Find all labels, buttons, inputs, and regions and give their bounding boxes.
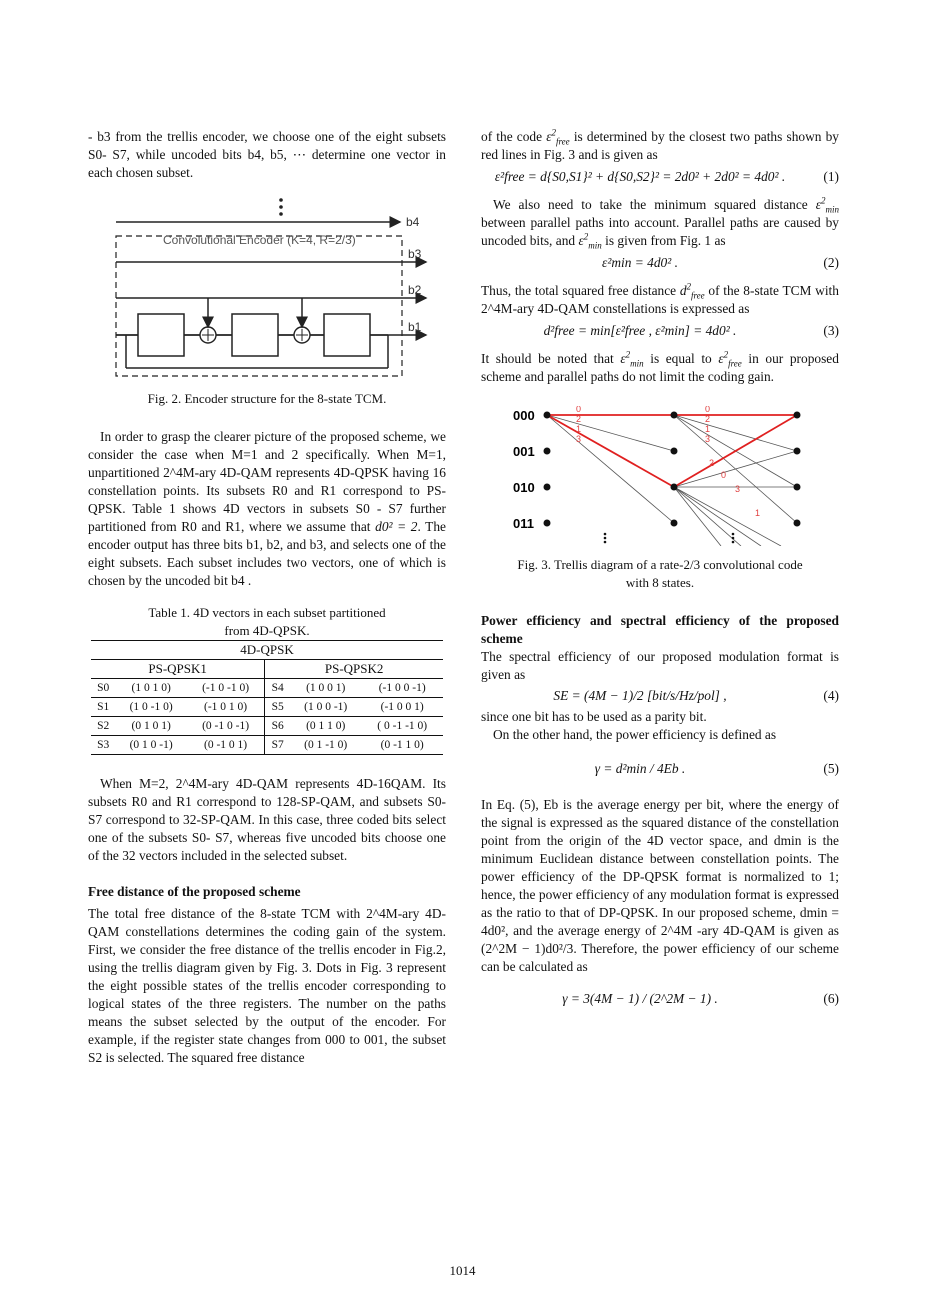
- left-paragraph-3: When M=2, 2^4M-ary 4D-QAM represents 4D-16QAM. Its subsets R0 and R1 correspond to 128-SP-QAM, and subsets S0- S7 correspond to 32-SP-QAM. In this case, three coded bits select one of the subsets S0- S7, whereas five uncoded bits choose one of the 32 vectors included in the selected subset.: [88, 776, 446, 863]
- svg-text:1: 1: [755, 508, 761, 518]
- left-paragraph-4: The total free distance of the 8-state TCM with 2^4M-ary 4D-QAM constellations determines the coding gain of the system. First, we consider the free distance of the trellis encoder in Fig.2, using the trellis diagram given by Fig. 3. Dots in Fig. 3 represent the eight possible states of the trellis encoder corresponding to logical states of the three registers. The number on the paths means the subset selected by the output of the encoder. For example, if the register state changes from 000 to 001, the subset S2 is selected. The squared free distance: [88, 906, 446, 1065]
- table-row: S2 (0 1 0 1) (0 -1 0 -1) S6 (0 1 1 0) ( 0 -1 -1 0): [91, 717, 443, 736]
- svg-text:2: 2: [576, 414, 582, 424]
- table-1-caption: Table 1. 4D vectors in each subset partitioned from 4D-QPSK.: [148, 605, 386, 638]
- encoder-diagram: [108, 196, 448, 386]
- equation-4: SE = (4M − 1)/2 [bit/s/Hz/pol] , (4): [553, 688, 839, 703]
- svg-text:2: 2: [705, 414, 711, 424]
- table-header: 4D-QPSK: [91, 641, 443, 660]
- state-001: 001: [513, 444, 535, 459]
- svg-text:3: 3: [705, 434, 711, 444]
- svg-text:1: 1: [576, 424, 582, 434]
- table-row: S3 (0 1 0 -1) (0 -1 0 1) S7 (0 1 -1 0) (0 -1 1 0): [91, 736, 443, 755]
- label-b3: b3: [408, 247, 422, 261]
- right-paragraph-2: We also need to take the minimum squared distance $\varepsilon^2_{min}$ between parallel paths into account. Parallel paths are caused by uncoded bits, and $\varepsilon^2_{min}$ is given from Fig. 1 as: [481, 195, 839, 251]
- figure-3-caption: Fig. 3. Trellis diagram of a rate-2/3 convolutional code with 8 states.: [517, 557, 803, 590]
- state-000: 000: [513, 408, 535, 423]
- svg-text:0: 0: [576, 406, 582, 414]
- table-1: [91, 640, 443, 755]
- trellis-diagram: [481, 406, 839, 546]
- table-row: S1 (1 0 -1 0) (-1 0 1 0) S5 (1 0 0 -1) (-1 0 0 1): [91, 698, 443, 717]
- label-b2: b2: [408, 283, 422, 297]
- section-heading-free-distance: Free distance of the proposed scheme: [88, 884, 301, 899]
- inline-eq-d0: d0² = 2: [375, 519, 418, 534]
- equation-2: ε²min = 4d0² . (2): [602, 255, 839, 270]
- table-group-2: PS-QPSK2: [265, 660, 443, 679]
- state-011: 011: [513, 516, 534, 531]
- right-column: [481, 128, 839, 1024]
- right-paragraph-6: since one bit has to be used as a parity bit.: [481, 709, 707, 724]
- section-heading-power-efficiency: Power efficiency and spectral efficiency of the proposed scheme: [481, 613, 839, 646]
- right-paragraph-8: In Eq. (5), Eb is the average energy per bit, where the energy of the signal is expressed as the squared distance of the constellation point from the origin of the 4D vector space, and dmin is the minimum Euclidean distance between constellation points. The power efficiency of the DP-QPSK format is normalized to 1; hence, the power efficiency of any modulation format is expressed as the ratio to that of DP-QPSK. In our proposed scheme, dmin = 4d0², and the average energy of 2^4M -ary 4D-QAM is given as (2^2M − 1)d0²/3. Therefore, the power efficiency of our scheme can be calculated as: [481, 797, 839, 974]
- equation-5: γ = d²min / 4Eb . (5): [594, 761, 839, 776]
- svg-text:1: 1: [705, 424, 711, 434]
- right-paragraph-7: On the other hand, the power efficiency is defined as: [493, 727, 777, 742]
- right-paragraph-1: of the code $\varepsilon^2_{free}$ is determined by the closest two paths shown by red lines in Fig. 3 and is given as: [481, 127, 839, 162]
- svg-text:3: 3: [735, 484, 741, 494]
- state-010: 010: [513, 480, 535, 495]
- table-group-1: PS-QPSK1: [91, 660, 265, 679]
- svg-text:2: 2: [709, 458, 715, 468]
- right-paragraph-4: It should be noted that $\varepsilon^2_{min}$ is equal to $\varepsilon^2_{free}$ in our proposed scheme and parallel paths do not limit the coding gain.: [481, 349, 839, 384]
- right-paragraph-5: The spectral efficiency of our proposed modulation format is given as: [481, 649, 839, 682]
- left-paragraph-2: In order to grasp the clearer picture of the proposed scheme, we consider the case when M=1 and 2 specifically. When M=1, unpartitioned 2^4M-ary 4D-QAM represents 4D-QPSK having 16 constellation points. Its subsets R0 and R1 correspond to PS-QPSK. Table 1 shows 4D vectors in subsets S0 - S7 further partitioned from R0 and R1, where we assume that d0² = 2. The encoder output has three bits b1, b2, and b3, and selects one of the eight subsets. Each subset includes two vectors, one of which is chosen by the uncoded bit b4 .: [88, 429, 446, 588]
- left-paragraph-1: - b3 from the trellis encoder, we choose one of the eight subsets S0- S7, while uncoded bits b4, b5, ⋯ determine one vector in each chosen subset.: [88, 129, 446, 180]
- page-number: 1014: [449, 1263, 476, 1278]
- label-b4: b4: [406, 215, 420, 229]
- figure-2: [108, 196, 448, 386]
- equation-6: γ = 3(4M − 1) / (2^2M − 1) . (6): [562, 991, 839, 1006]
- label-b1: b1: [408, 320, 422, 334]
- left-column: [88, 128, 446, 1067]
- svg-text:0: 0: [705, 406, 711, 414]
- equation-1: ε²free = d{S0,S1}² + d{S0,S2}² = 2d0² + 2d0² = 4d0² . (1): [494, 169, 839, 184]
- equation-3: d²free = min[ε²free , ε²min] = 4d0² . (3): [543, 323, 839, 338]
- right-paragraph-3: Thus, the total squared free distance $d^2_{free}$ of the 8-state TCM with 2^4M-ary 4D-QAM constellations is expressed as: [481, 281, 839, 316]
- figure-2-caption: Fig. 2. Encoder structure for the 8-state TCM.: [147, 391, 387, 406]
- svg-text:3: 3: [576, 434, 582, 444]
- svg-text:0: 0: [721, 470, 727, 480]
- table-row: S0 (1 0 1 0) (-1 0 -1 0) S4 (1 0 0 1) (-1 0 0 -1): [91, 679, 443, 698]
- encoder-title: Convolutional Encoder (K=4, R=2/3): [163, 233, 356, 247]
- figure-3: [481, 406, 839, 546]
